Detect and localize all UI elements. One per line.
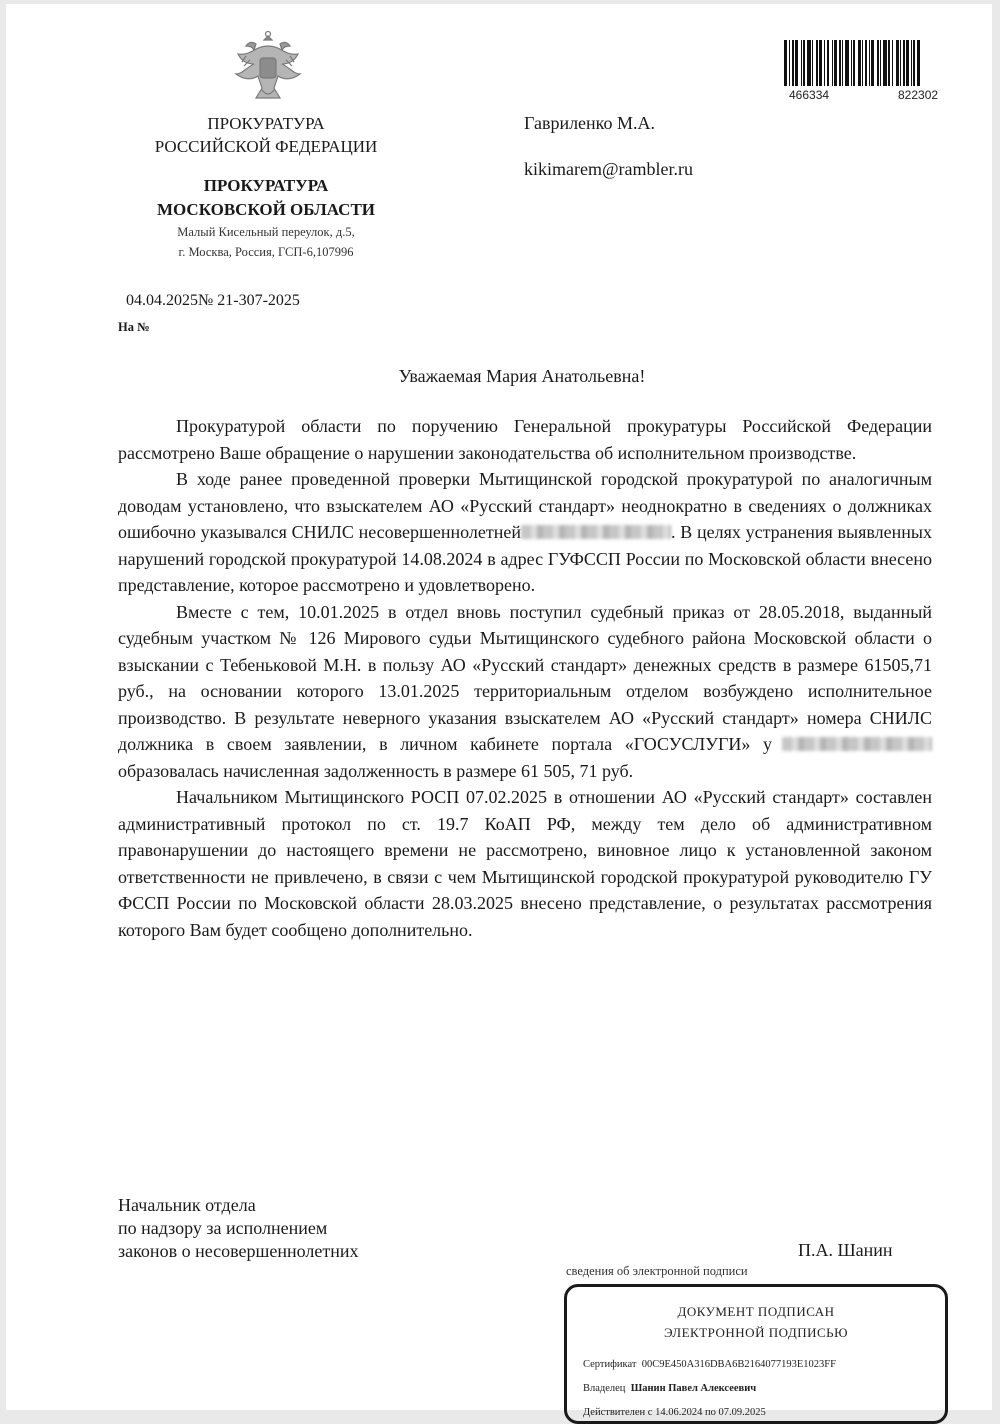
addressee-email: kikimarem@rambler.ru	[524, 159, 694, 179]
valid-label: Действителен	[583, 1407, 646, 1418]
paragraph-2-part-b: . В целях устранения выявленных нарушений городской прокуратурой 14.08.2024 в адрес ГУФССП России по Московской области внесено представление, которое рассмотрено и удовлетворено.	[118, 522, 933, 595]
paragraph-1: Прокуратурой области по поручению Генеральной прокуратуры Российской Федерации рассмотрено Ваше обращение о нарушении законодательства об исполнительном производстве.	[118, 416, 932, 463]
org-line-2: РОССИЙСКОЙ ФЕДЕРАЦИИ	[154, 137, 378, 156]
owner-label: Владелец	[583, 1383, 626, 1394]
paragraph-2	[118, 466, 932, 599]
address-line-2: г. Москва, Россия, ГСП-6,107996	[178, 245, 354, 259]
letter-body	[118, 413, 932, 943]
owner-value: Шанин Павел Алексеевич	[630, 1383, 757, 1394]
signatory-name: П.А. Шанин	[798, 1240, 893, 1260]
reply-reference: На №	[118, 320, 150, 334]
stamp-owner	[583, 1383, 756, 1394]
signatory-title	[118, 1194, 359, 1263]
barcode-number-left: 466334	[789, 88, 830, 102]
paragraph-2-part-a: В ходе ранее проведенной проверки Мытищинской городской прокуратурой по аналогичным доводам установлено, что взыскателем АО «Русский стандарт» неоднократно в сведениях о должниках ошибочно указывался СНИЛС несовершеннолетней	[118, 469, 932, 542]
dept-line-1: ПРОКУРАТУРА	[203, 176, 329, 195]
valid-from: 14.06.2024	[655, 1407, 703, 1418]
redacted-name-blur	[782, 737, 932, 751]
barcode-image	[784, 40, 974, 86]
salutation: Уважаемая Мария Анатольевна!	[398, 366, 646, 386]
valid-to: 07.09.2025	[718, 1407, 766, 1418]
addressee-name: Гавриленко М.А.	[524, 113, 656, 133]
addressee-block	[524, 100, 693, 192]
address-line-1: Малый Кисельный переулок, д.5,	[177, 225, 355, 239]
certificate-label: Сертификат	[583, 1359, 637, 1370]
esignature-info-label: сведения об электронной подписи	[566, 1264, 748, 1278]
valid-to-label: по	[704, 1407, 716, 1418]
valid-from-label: с	[647, 1407, 653, 1418]
stamp-title	[567, 1301, 945, 1343]
redacted-name-blur	[521, 525, 671, 539]
prosecutor-org-name	[116, 112, 416, 158]
stamp-title-line-1: ДОКУМЕНТ ПОДПИСАН	[677, 1304, 835, 1319]
signatory-title-line-2: по надзору за исполнением	[118, 1218, 328, 1238]
prosecutor-dept-name	[116, 174, 416, 222]
org-line-1: ПРОКУРАТУРА	[207, 114, 325, 133]
stamp-validity	[583, 1407, 766, 1418]
double-headed-eagle-emblem	[226, 28, 310, 110]
sender-address	[116, 222, 416, 262]
barcode-number-right: 822302	[898, 88, 939, 102]
dept-line-2: МОСКОВСКОЙ ОБЛАСТИ	[156, 200, 376, 219]
paragraph-3	[118, 599, 932, 785]
paragraph-3-part-a: Вместе с тем, 10.01.2025 в отдел вновь поступил судебный приказ от 28.05.2018, выданный судебным участком № 126 Мирового судьи Мытищинского судебного района Московской области о взыскании с Тебеньковой М.Н. в пользу АО «Русский стандарт» денежных средств в размере 61505,71 руб., на основании которого 13.01.2025 территориальным отделом возбуждено исполнительное производство. В результате неверного указания взыскателем АО «Русский стандарт» номера СНИЛС должника в своем заявлении, в личном кабинете портала «ГОСУСЛУГИ» у	[118, 601, 932, 754]
signatory-title-line-3: законов о несовершеннолетних	[118, 1241, 359, 1261]
paragraph-4: Начальником Мытищинского РОСП 07.02.2025 в отношении АО «Русский стандарт» составлен административный протокол по ст. 19.7 КоАП РФ, между тем дело об административном правонарушении до настоящего времени не рассмотрено, виновное лицо к установленной законом ответственности не привлечено, в связи с чем Мытищинской городской прокуратурой руководителю ГУ ФССП России по Московской области 28.03.2025 внесено представление, о результатах рассмотрения которого Вам будет сообщено дополнительно.	[118, 787, 932, 940]
letter-page	[6, 4, 992, 1418]
stamp-certificate	[583, 1359, 836, 1370]
paragraph-3-part-b: образовалась начисленная задолженность в размере 61 505, 71 руб.	[118, 760, 634, 781]
signatory-title-line-1: Начальник отдела	[118, 1195, 256, 1215]
registration-number: 04.04.2025№ 21-307-2025	[126, 292, 300, 309]
certificate-value: 00C9E450A316DBA6B2164077193E1023FF	[641, 1359, 836, 1370]
electronic-signature-stamp	[564, 1284, 948, 1424]
stamp-title-line-2: ЭЛЕКТРОННОЙ ПОДПИСЬЮ	[664, 1325, 848, 1340]
